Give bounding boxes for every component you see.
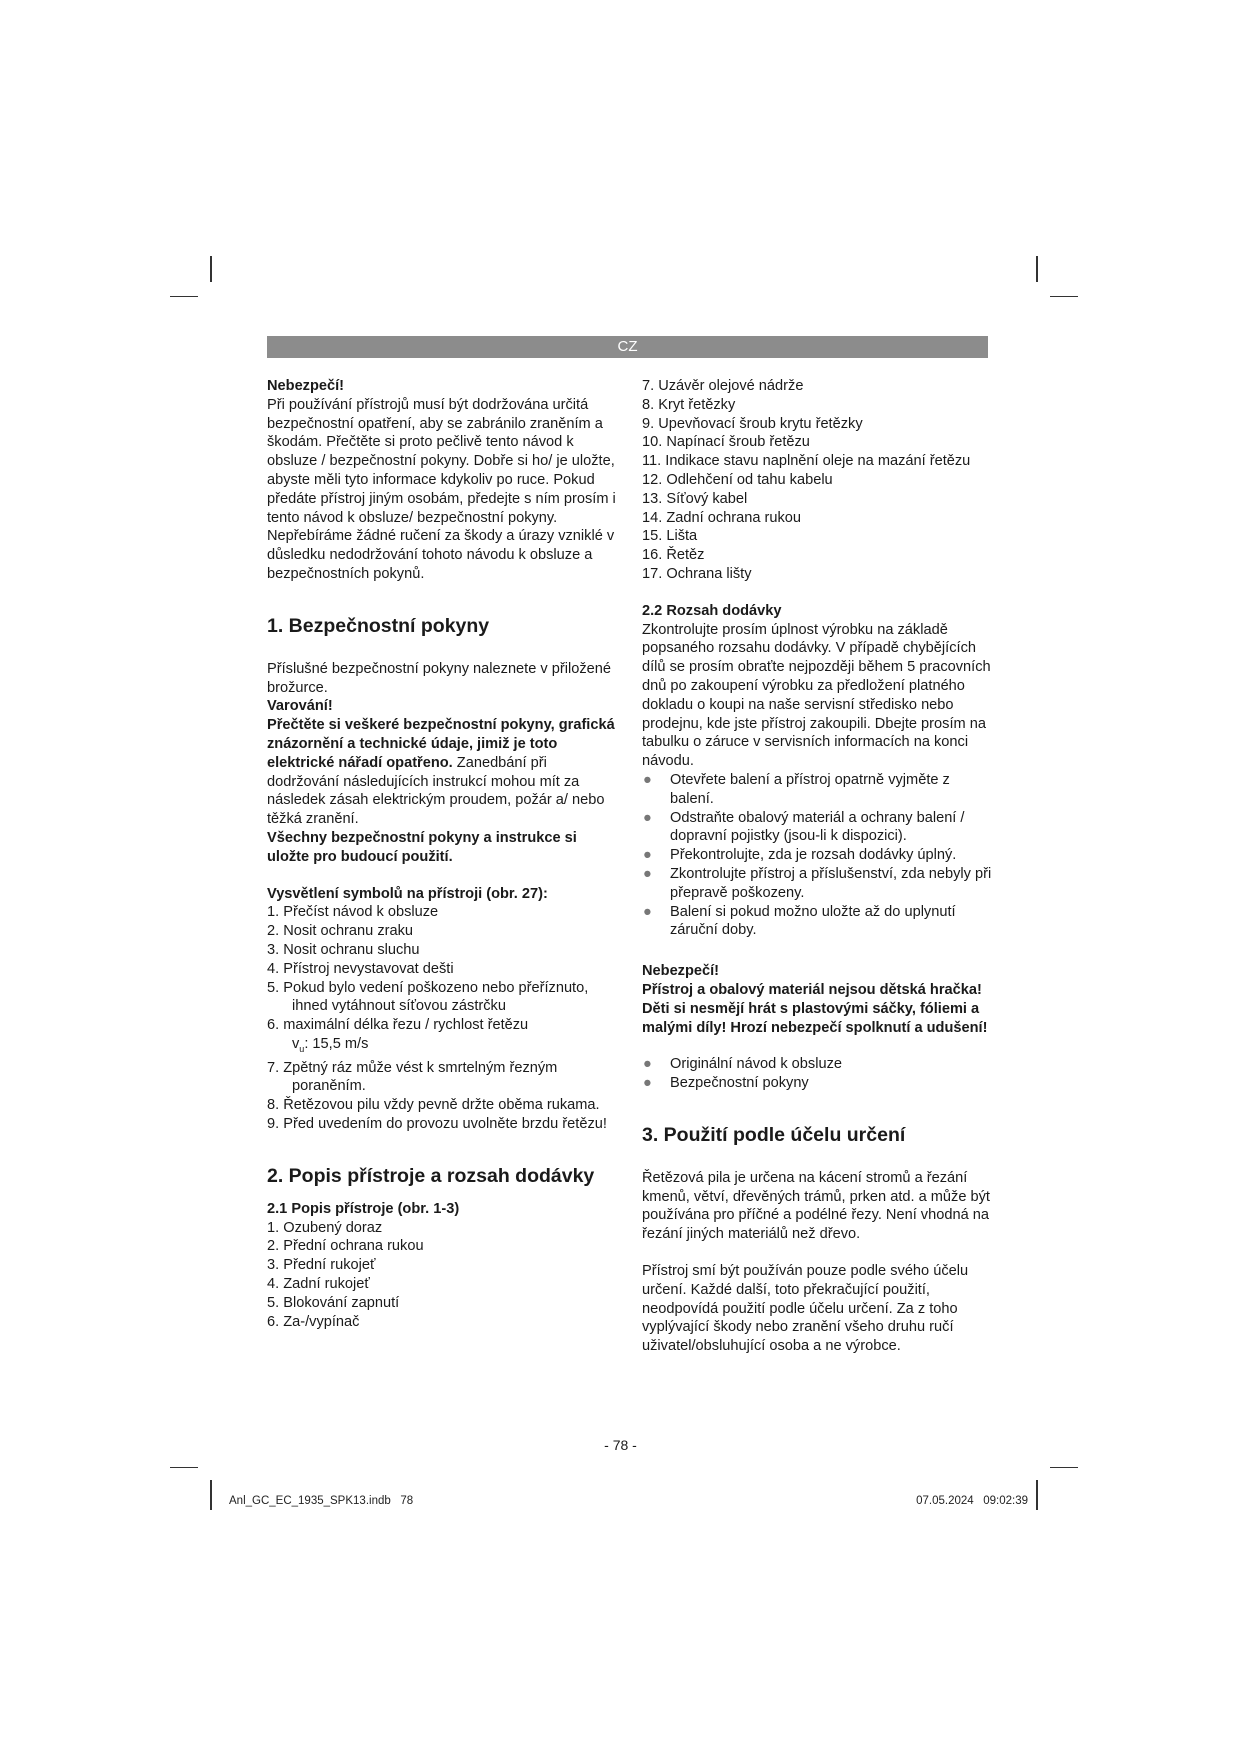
list-item: 4. Zadní rukojeť — [267, 1275, 370, 1292]
section-2-1-heading: 2.1 Popis přístroje (obr. 1-3) — [267, 1200, 460, 1217]
warning-paragraph — [267, 716, 619, 829]
unpacking-list — [642, 771, 994, 940]
list-item: 9. Upevňovací šroub krytu řetězky — [642, 415, 863, 432]
list-item: 7. Uzávěr olejové nádrže — [642, 378, 804, 394]
section-3-paragraph-1: Řetězová pila je určena na kácení stromů a řezání kmenů, větví, dřevěných trámů, prken atd. a může být používána pro příčné a podélné řezy. Není vhodná na řezání jiných materiálů než dřevo. — [642, 1169, 990, 1243]
symbols-list — [267, 903, 619, 1133]
bullet-icon: ● — [643, 847, 652, 864]
language-bar: CZ — [267, 336, 988, 358]
list-item: 9. Před uvedením do provozu uvolněte brzdu řetězu! — [267, 1116, 607, 1132]
section-3-paragraph-2: Přístroj smí být používán pouze podle svého účelu určení. Každé další, toto překračující použití, neodpovídá použití podle účelu určení. Za z toho vyplývající škody nebo zranění všeho druhu ručí uživatel/obsluhující osoba a ne výrobce. — [642, 1263, 969, 1355]
footer-datetime: 07.05.2024 09:02:39 — [916, 1495, 1028, 1507]
crop-mark — [1050, 296, 1078, 297]
list-item: 13. Síťový kabel — [642, 490, 748, 507]
bullet-icon: ● — [643, 1056, 652, 1073]
speed-line: $v_u$: 15,5 m/s — [292, 1035, 369, 1054]
list-item: 17. Ochrana lišty — [642, 565, 752, 582]
list-item: ● Překontrolujte, zda je rozsah dodávky úplný. — [643, 847, 957, 864]
danger-text: Při používání přístrojů musí být dodržována určitá bezpečnostní opatření, aby se zabránilo zraněním a škodám. Přečtěte si proto pečlivě tento návod k obsluze / bezpečnostní pokyny. Dobře si ho/ je uložte, abyste měli tyto informace kdykoliv po ruce. Pokud předáte přístroj jiným osobám, předejte s ním prosím i tento návod k obsluze/ bezpečnostní pokyny. Nepřebíráme žádné ručení za škody a úrazy vzniklé v důsledku nedodržování tohoto návodu k obsluze a bezpečnostních pokynů. — [267, 396, 616, 582]
documents-list — [642, 1055, 994, 1093]
bullet-icon: ● — [643, 903, 652, 920]
crop-mark — [210, 256, 212, 282]
left-column — [267, 377, 619, 1331]
list-item: 7. Zpětný ráz může vést k smrtelným řezným poraněním. — [267, 1059, 558, 1095]
list-item: 14. Zadní ochrana rukou — [642, 509, 802, 526]
bullet-icon: ● — [643, 865, 652, 882]
list-item: ● Zkontrolujte přístroj a příslušenství, zda nebyly při přepravě poškozeny. — [643, 865, 992, 901]
crop-mark — [170, 296, 198, 297]
list-item: 5. Blokování zapnutí — [267, 1294, 400, 1311]
bullet-icon: ● — [643, 809, 652, 826]
footer-file: Anl_GC_EC_1935_SPK13.indb 78 — [229, 1495, 414, 1507]
list-item: ● Balení si pokud možno uložte až do uplynutí záruční doby. — [643, 903, 956, 939]
list-item: 6. Za-/vypínač — [267, 1313, 360, 1330]
crop-mark — [170, 1467, 198, 1468]
list-item: 8. Kryt řetězky — [642, 396, 736, 413]
crop-mark — [1050, 1467, 1078, 1468]
section-3-heading: 3. Použití podle účelu určení — [642, 1123, 906, 1146]
section-1-heading: 1. Bezpečnostní pokyny — [267, 614, 490, 637]
list-item: 5. Pokud bylo vedení poškozeno nebo přeříznuto, ihned vytáhnout síťovou zástrčku — [267, 979, 589, 1015]
right-column — [642, 377, 994, 1356]
section-2-2-heading: 2.2 Rozsah dodávky — [642, 602, 782, 619]
list-item: ● Bezpečnostní pokyny — [643, 1075, 809, 1092]
crop-mark — [210, 1480, 212, 1510]
list-item: 8. Řetězovou pilu vždy pevně držte oběma rukama. — [267, 1097, 600, 1114]
list-item: 11. Indikace stavu naplnění oleje na mazání řetězu — [642, 453, 971, 470]
parts-list-a — [267, 1219, 619, 1332]
warning-title: Varování! — [267, 698, 333, 715]
list-item: 3. Nosit ochranu sluchu — [267, 941, 420, 958]
page-number: - 78 - — [604, 1437, 637, 1453]
list-item: 12. Odlehčení od tahu kabelu — [642, 471, 833, 488]
list-item: 1. Přečíst návod k obsluze — [267, 904, 439, 921]
list-item: ● Otevřete balení a přístroj opatrně vyjměte z balení. — [643, 771, 950, 807]
list-item: 1. Ozubený doraz — [267, 1219, 383, 1236]
danger-2-title: Nebezpečí! — [642, 963, 720, 980]
danger-2-text: Přístroj a obalový materiál nejsou dětská hračka! Děti si nesmějí hrát s plastovými sáčky, fóliemi a malými díly! Hrozí nebezpečí spolknutí a udušení! — [642, 981, 988, 1036]
list-item: 10. Napínací šroub řetězu — [642, 434, 810, 451]
section-1-intro: Příslušné bezpečnostní pokyny naleznete v přiložené brožurce. — [267, 660, 611, 696]
list-item: ● Odstraňte obalový materiál a ochrany balení / dopravní pojistky (jsou-li k dispozici). — [643, 809, 965, 845]
list-item: 3. Přední rukojeť — [267, 1257, 376, 1274]
bullet-icon: ● — [643, 771, 652, 788]
section-2-2-text: Zkontrolujte prosím úplnost výrobku na základě popsaného rozsahu dodávky. V případě chybějících dílů se prosím obraťte nejpozději během 5 pracovních dnů po zakoupení výrobku za předložení platného dokladu o koupi na naše servisní středisko nebo prodejnu, kde jste přístroj zakoupili. Dbejte prosím na tabulku o záruce v servisních informacích na konci návodu. — [642, 621, 991, 770]
crop-mark — [1036, 256, 1038, 282]
list-item: 15. Lišta — [642, 528, 698, 545]
bullet-icon: ● — [643, 1075, 652, 1092]
list-item: 2. Přední ochrana rukou — [267, 1238, 424, 1255]
list-item: 2. Nosit ochranu zraku — [267, 923, 414, 940]
list-item: 4. Přístroj nevystavovat dešti — [267, 960, 454, 977]
warning-text: Zanedbání při dodržování následujících instrukcí mohou mít za následek zásah elektrickým proudem, požár a/ nebo těžká zranění. — [267, 754, 605, 828]
crop-mark — [1036, 1480, 1038, 1510]
danger-title: Nebezpečí! — [267, 378, 345, 394]
parts-list-b — [642, 377, 994, 584]
symbols-heading: Vysvětlení symbolů na přístroji (obr. 27): — [267, 885, 548, 902]
list-item: 6. maximální délka řezu / rychlost řetězu — [267, 1017, 529, 1034]
section-2-heading: 2. Popis přístroje a rozsah dodávky — [267, 1164, 595, 1187]
keep-instructions: Všechny bezpečnostní pokyny a instrukce si uložte pro budoucí použití. — [267, 829, 577, 865]
list-item: 16. Řetěz — [642, 547, 705, 564]
warning-bold: Přečtěte si veškeré bezpečnostní pokyny, grafická znázornění a technické údaje, jimiž je toto elektrické nářadí opatřeno. — [267, 717, 615, 771]
list-item: ● Originální návod k obsluze — [643, 1056, 842, 1073]
